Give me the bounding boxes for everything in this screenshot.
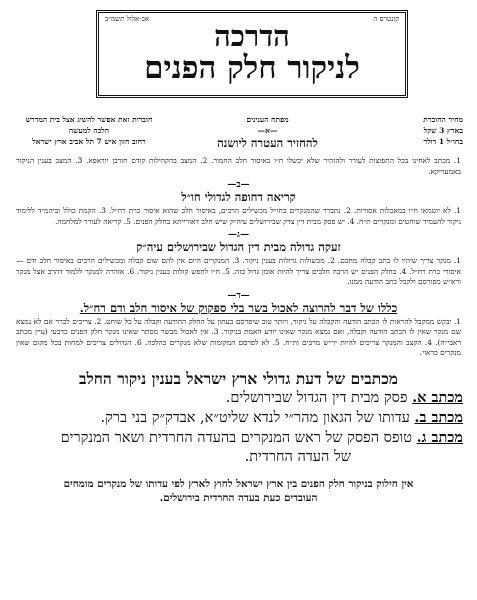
section-3-body: 1. מנקר צריך שיהיו לו כתב קבלה מחכם. 2. מכשולות גדולות בענין ניקור. 3. המנקרים היום אין להם שום קבלה ומכשילים הרבים באיסור חלב ודם — איסורי כרת רח״ל. 4. בחלק הפנים יש הרבה חלבים צריך להיות אומן גדול בזה. 5. ח״ו לחפש קולות בענין ניקור. 6. אזהרה למנקר ללמוד דהרב אצל מנקר ורא״ש מפורסם ולקבל כתב הודעה ממנו. — [16, 256, 461, 286]
section-2-heading: קריאה דחופה לגדולי חו״ל — [181, 190, 296, 204]
section-2-body: 1. לא יוטמאו ח״ו במאכלות אסורות. 2. נתברר שהמנקרים בחו״ל מכשילים הרבים, באיסור חלב שהוא איסור כרת רח״ל. 3. הקמת כולל וביהמ״ד ללימוד ניקור להעמיד שוחטים ומנקרים ת״ח. 4. יש פסק מבית דין צדק שבירושלים עיה״ק שיש חלב דאורייתא בחלק הפנים. 5. קריאה לעורר למלחמה. — [16, 206, 461, 226]
publisher-line3: רחוב חזון איש 7 תל אביב ארץ ישראל — [32, 137, 146, 146]
footer-line2: העובדים כעת בעדה החרדית בירושלים. — [159, 491, 318, 504]
letter-label: מכתב ג. — [416, 428, 463, 446]
letter-text: עדותו של הגאון מהר״י לנדא שליט״א, אבדק״ק בני ברק. — [100, 409, 410, 426]
section-2-letter: —ב— — [227, 180, 250, 190]
letter-text: פסק מבית דין הגדול שבירושלים. — [225, 389, 408, 406]
contents-title: מפתח הענינים — [246, 115, 289, 124]
footer-line1: אין חילוק בניקור חלק הפנים בין ארץ ישראל לחוץ לארץ לפי עדותו של מנקרים מומחים — [63, 477, 414, 490]
letter-item — [14, 428, 463, 448]
price-israel: בארץ 3 שקל — [423, 126, 463, 135]
letter-continuation: של העדה החרדית. — [244, 448, 351, 465]
letter-text: טופס הפסק של ראש המנקרים בהעדה החרדית ושאר המנקרים — [60, 429, 412, 446]
section-4-letter: —ד— — [227, 290, 250, 301]
price-label: מחיר החוברת — [423, 115, 463, 124]
section-3-letter: —ג— — [228, 230, 249, 240]
price-abroad: בחו״ל 1 דולר — [423, 137, 463, 146]
section-4-body: 1. יבקש ממקבל להראות לו הכתב הודעה והקבלה על ניקור, ויותר טוב שיפרסם בעתון על החלק ההודעה וקבלה על כל שוחט. 2. צריכים לברר אם לא נמצא שם מנקר שאין לו הכתב הודעה וקבלה, ואם נמצא מנקר שאינו יודע האמת בניקור. 3. אין לאכול מבשר מסתר שאינו מנקר חלק הפנים כדבעי (עיין מכתב ראבי״ה). 4. הקצב והמנקר צריכים להיות יר״ש מרבים ות״ח. 5. לא לפרסם המקומות שלא מנקרים כהלכה. 6. הגדולים צריכים למחות בכל מקום שאין מנקרים כראוי. — [16, 316, 461, 357]
section-4-heading: כללו של דבר להרוצה לאכול בשר בלי ספקוק של איסור חלב ודם רח״ל. — [79, 300, 398, 315]
publisher-line1: חוברות זאת אפשר להשיג אצל בית המדרש — [25, 115, 153, 124]
footer-note — [14, 477, 463, 505]
letter-item — [14, 408, 463, 428]
letter-label: מכתב ב. — [414, 408, 463, 426]
main-subtitle: לניקור חלק הפנים — [144, 50, 360, 86]
price-block — [371, 114, 463, 150]
publisher-line2: הלכה למעשה — [68, 126, 110, 135]
contents-letter: —א— — [257, 126, 278, 135]
main-title: הדרכה — [214, 19, 290, 53]
series-label: קונטרס ה — [373, 15, 399, 23]
letters-section — [14, 369, 463, 467]
publisher-block — [14, 114, 164, 150]
contents-block — [193, 114, 343, 150]
section-3-heading: זעקה גדולה מבית דין הגדול שבירושלים עיה״ק — [136, 240, 341, 254]
info-columns — [14, 114, 463, 150]
date-label: אב-אלול תשמ״ב — [105, 15, 150, 23]
section-1-body: 1. מכתב לאחינו בכל התפוצות לעורר ולהזהיר שלא יכשלו ח״ו באיסור חלב החמור. 2. המצב בהקהילות קודם חורבן יוראפא. 3. המצב בענין הניקור באמעריקא. — [16, 156, 461, 176]
title-box — [96, 10, 408, 98]
contents-heading: להחזיר העטרה ליושנה — [217, 136, 318, 150]
letters-title: מכתבים של דעת גדולי ארץ ישראל בענין ניקור החלב — [79, 368, 398, 388]
header — [14, 4, 463, 108]
letter-label: מכתב א. — [412, 388, 463, 406]
letter-item — [14, 388, 463, 408]
